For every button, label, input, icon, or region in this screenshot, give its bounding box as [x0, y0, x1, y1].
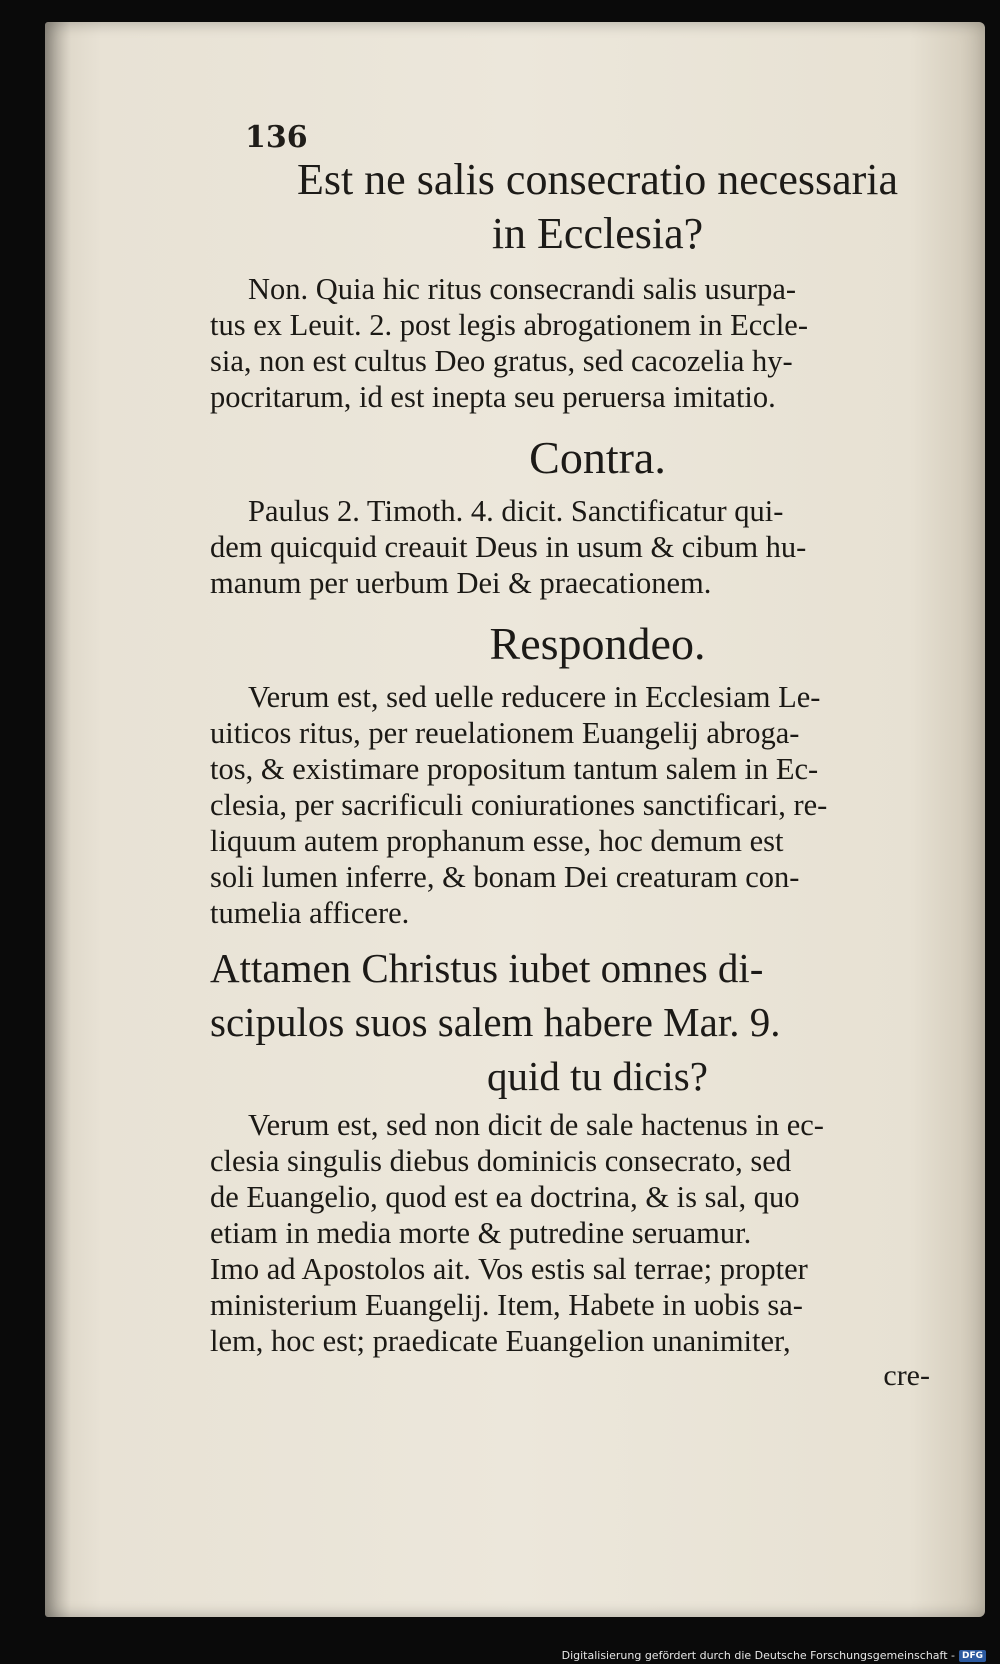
text-line: etiam in media morte & putredine seruamur.	[210, 1216, 752, 1250]
contra-paragraph	[210, 493, 985, 601]
catchword: cre-	[883, 1359, 930, 1392]
text-line: lem, hoc est; praedicate Euangelion unanimiter,	[210, 1324, 791, 1358]
respondeo-heading: Respondeo.	[489, 618, 706, 669]
answer-paragraph-2	[210, 1107, 985, 1359]
question-heading-line-1: Est ne salis consecratio necessaria	[296, 155, 899, 204]
text-line: de Euangelio, quod est ea doctrina, & is sal, quo	[210, 1180, 800, 1214]
answer-paragraph-1	[210, 271, 985, 415]
text-line: Verum est, sed uelle reducere in Ecclesiam Le-	[248, 680, 821, 714]
question-2-line: quid tu dicis?	[487, 1053, 708, 1099]
respondeo-paragraph	[210, 679, 985, 931]
question-2-line: scipulos suos salem habere Mar. 9.	[210, 999, 781, 1045]
text-line: Imo ad Apostolos ait. Vos estis sal terrae; propter	[210, 1252, 808, 1286]
contra-heading: Contra.	[529, 432, 666, 483]
text-line: ministerium Euangelij. Item, Habete in uobis sa-	[210, 1288, 803, 1322]
text-line: Paulus 2. Timoth. 4. dicit. Sanctificatur qui-	[248, 494, 784, 528]
text-line: tos, & existimare propositum tantum salem in Ec-	[210, 752, 819, 786]
text-block	[210, 105, 985, 1393]
text-line: tus ex Leuit. 2. post legis abrogationem in Eccle-	[210, 308, 808, 342]
text-line: pocritarum, id est inepta seu peruersa imitatio.	[210, 380, 776, 414]
text-line: soli lumen inferre, & bonam Dei creaturam con-	[210, 860, 800, 894]
text-line: dem quicquid creauit Deus in usum & cibum hu-	[210, 530, 807, 564]
text-line: liquum autem prophanum esse, hoc demum est	[210, 824, 784, 858]
page-number: 136	[245, 120, 308, 155]
text-line: clesia, per sacrificuli coniurationes sanctificari, re-	[210, 788, 828, 822]
question-2-line: Attamen Christus iubet omnes di-	[210, 945, 764, 991]
text-line: clesia singulis diebus dominicis consecrato, sed	[210, 1144, 792, 1178]
text-line: Verum est, sed non dicit de sale hactenus in ec-	[248, 1108, 824, 1142]
text-line: tumelia afficere.	[210, 896, 410, 930]
footer-text: Digitalisierung gefördert durch die Deutsche Forschungsgemeinschaft -	[561, 1649, 955, 1662]
question-heading-line-2: in Ecclesia?	[491, 209, 704, 258]
text-line: Non. Quia hic ritus consecrandi salis usurpa-	[248, 272, 797, 306]
gutter-shadow	[45, 22, 71, 1617]
text-line: sia, non est cultus Deo gratus, sed cacozelia hy-	[210, 344, 793, 378]
text-line: uiticos ritus, per reuelationem Euangelij abroga-	[210, 716, 800, 750]
question-2-heading	[210, 941, 985, 1103]
footer-credit	[562, 1649, 986, 1662]
dfg-logo-icon: DFG	[959, 1650, 986, 1662]
text-line: manum per uerbum Dei & praecationem.	[210, 566, 712, 600]
